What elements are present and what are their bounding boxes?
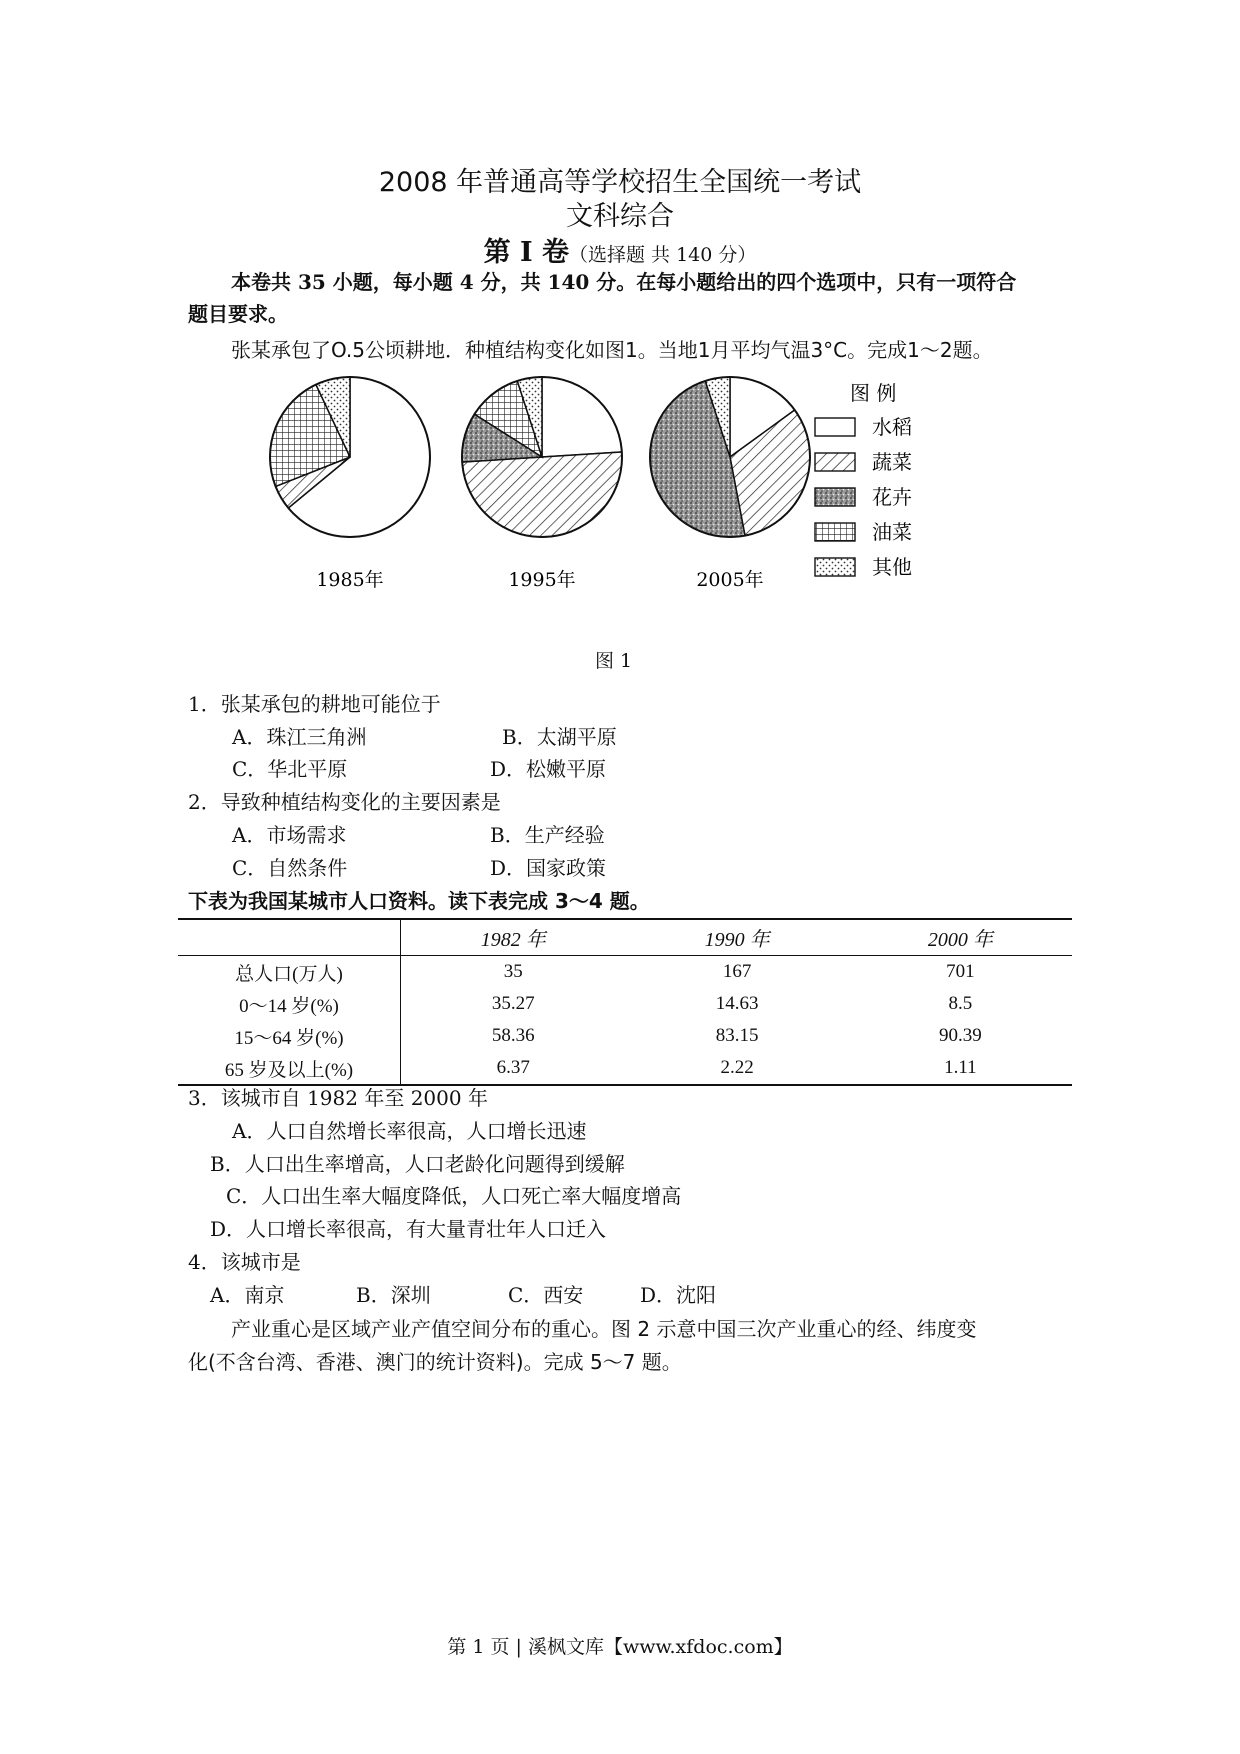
question-4-option-a: A．南京 bbox=[210, 1283, 285, 1307]
question-4-option-b: B．深圳 bbox=[356, 1283, 431, 1307]
intro-3-line1: 产业重心是区域产业产值空间分布的重心。图 2 示意中国三次产业重心的经、纬度变 bbox=[231, 1317, 977, 1341]
table-cell: 6.37 bbox=[401, 1052, 626, 1085]
table-cell: 15～64 岁(%) bbox=[178, 1020, 401, 1052]
instructions-line1: 本卷共 35 小题，每小题 4 分，共 140 分。在每小题给出的四个选项中，只有一项符合 bbox=[231, 270, 1017, 294]
pie-year-label: 2005年 bbox=[696, 569, 764, 591]
intro-1: 张某承包了O.5公顷耕地．种植结构变化如图1。当地1月平均气温3°C。完成1～2题。 bbox=[231, 338, 993, 362]
legend-label: 花卉 bbox=[872, 485, 912, 509]
table-row bbox=[178, 988, 1072, 1020]
table-header-cell: 1990 年 bbox=[625, 919, 848, 956]
question-1-option-d: D．松嫩平原 bbox=[490, 757, 607, 781]
legend-label: 蔬菜 bbox=[872, 450, 912, 474]
question-2-stem: 2．导致种植结构变化的主要因素是 bbox=[188, 790, 501, 814]
legend-swatch bbox=[815, 418, 855, 436]
table-cell: 35.27 bbox=[491, 993, 535, 1014]
exam-title: 2008 年普通高等学校招生全国统一考试 bbox=[378, 167, 862, 198]
table-header-cell bbox=[178, 919, 401, 956]
question-3-stem: 3．该城市自 1982 年至 2000 年 bbox=[188, 1086, 488, 1110]
legend bbox=[815, 381, 912, 579]
pie-charts-figure bbox=[240, 372, 1000, 612]
table-cell: 2.22 bbox=[625, 1052, 848, 1085]
exam-subtitle: 文科综合 bbox=[566, 201, 674, 232]
figure-caption: 图 1 bbox=[595, 650, 633, 672]
question-3-option-c: C．人口出生率大幅度降低，人口死亡率大幅度增高 bbox=[226, 1184, 682, 1208]
intro-3-line2: 化(不含台湾、香港、澳门的统计资料)。完成 5～7 题。 bbox=[188, 1350, 682, 1374]
instructions-line2: 题目要求。 bbox=[188, 302, 288, 326]
question-3-option-b: B．人口出生率增高，人口老龄化问题得到缓解 bbox=[210, 1152, 625, 1176]
table-cell: 65 岁及以上(%) bbox=[178, 1052, 401, 1085]
legend-swatch bbox=[815, 488, 855, 506]
population-table bbox=[178, 918, 1072, 1086]
table-header-cell: 1982 年 bbox=[401, 919, 626, 956]
intro-2: 下表为我国某城市人口资料。读下表完成 3～4 题。 bbox=[188, 889, 650, 913]
question-1-option-b: B．太湖平原 bbox=[502, 725, 617, 749]
legend-title: 图 例 bbox=[850, 381, 897, 405]
legend-label: 油菜 bbox=[872, 520, 912, 544]
table-cell: 1.11 bbox=[849, 1052, 1072, 1085]
volume-heading bbox=[0, 230, 1240, 269]
legend-swatch bbox=[815, 558, 855, 576]
legend-label: 水稻 bbox=[872, 415, 912, 439]
question-1-option-a: A．珠江三角洲 bbox=[232, 725, 367, 749]
table-cell: 90.39 bbox=[938, 1025, 982, 1046]
table-cell: 总人口(万人) bbox=[178, 956, 401, 989]
table-cell: 58.36 bbox=[491, 1025, 535, 1046]
question-2-option-c: C．自然条件 bbox=[232, 856, 348, 880]
question-3-option-a: A．人口自然增长率很高，人口增长迅速 bbox=[232, 1119, 587, 1143]
legend-swatch bbox=[815, 523, 855, 541]
question-2-option-a: A．市场需求 bbox=[232, 823, 347, 847]
volume-label: 第 I 卷 bbox=[483, 237, 570, 268]
volume-note: （选择题 共 140 分） bbox=[569, 244, 757, 266]
table-cell: 35 bbox=[503, 961, 523, 982]
question-3-option-d: D．人口增长率很高，有大量青壮年人口迁入 bbox=[210, 1217, 607, 1241]
question-4-option-d: D．沈阳 bbox=[640, 1283, 717, 1307]
table-cell: 0～14 岁(%) bbox=[178, 988, 401, 1020]
question-1-stem: 1．张某承包的耕地可能位于 bbox=[188, 692, 441, 716]
legend-label: 其他 bbox=[872, 555, 912, 579]
table-row bbox=[178, 1052, 1072, 1085]
page-footer: 第 1 页 | 溪枫文库【www.xfdoc.com】 bbox=[447, 1636, 793, 1658]
table-cell: 83.15 bbox=[715, 1025, 759, 1046]
pie-year-label: 1995年 bbox=[508, 569, 576, 591]
question-2-option-b: B．生产经验 bbox=[490, 823, 605, 847]
table-cell: 14.63 bbox=[715, 993, 759, 1014]
table-header-row bbox=[178, 919, 1072, 956]
question-4-option-c: C．西安 bbox=[508, 1283, 584, 1307]
pie-year-label: 1985年 bbox=[316, 569, 384, 591]
question-1-option-c: C．华北平原 bbox=[232, 757, 348, 781]
question-4-stem: 4．该城市是 bbox=[188, 1250, 301, 1274]
question-2-option-d: D．国家政策 bbox=[490, 856, 607, 880]
pie-group bbox=[270, 377, 810, 591]
table-row bbox=[178, 1020, 1072, 1052]
table-cell: 167 bbox=[722, 961, 752, 982]
table-cell: 8.5 bbox=[948, 993, 973, 1014]
legend-swatch bbox=[815, 453, 855, 471]
table-cell: 701 bbox=[946, 961, 975, 982]
pie-slice bbox=[542, 377, 622, 457]
table-row bbox=[178, 956, 1072, 989]
pie-slice bbox=[462, 452, 622, 537]
table-header-cell: 2000 年 bbox=[849, 919, 1072, 956]
